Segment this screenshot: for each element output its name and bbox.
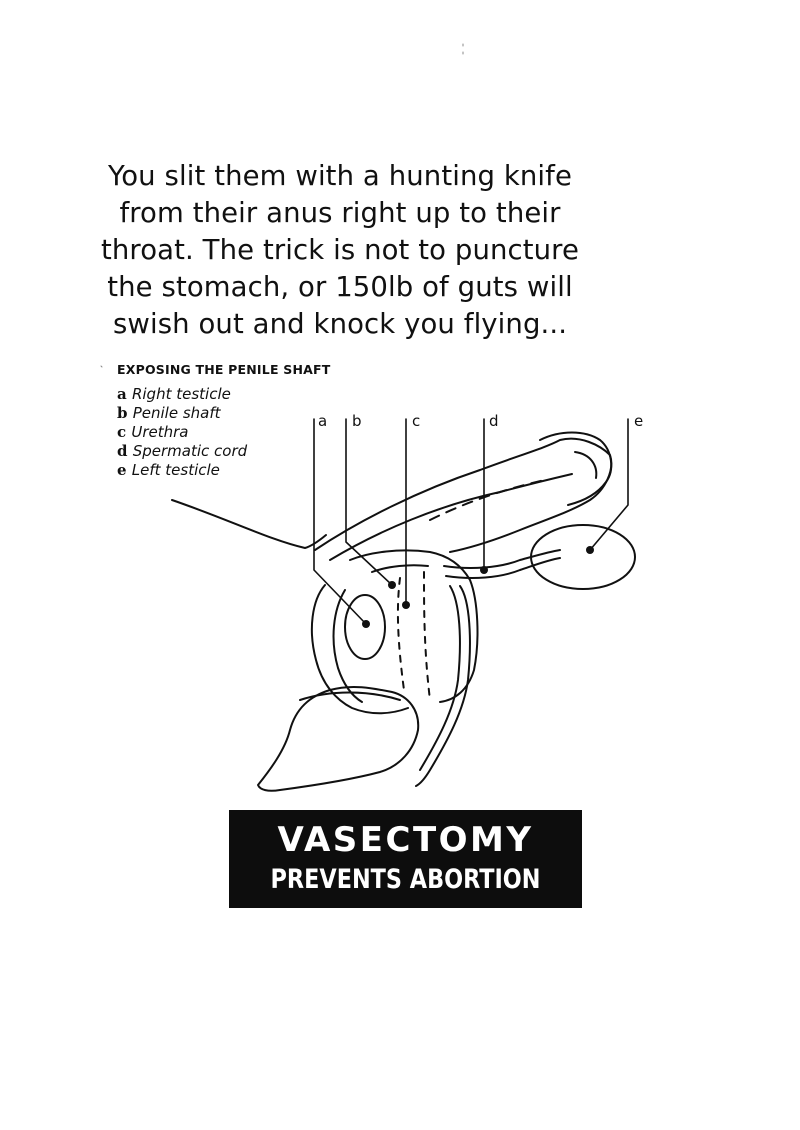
skin-flap-fold	[300, 693, 400, 701]
callout-label-b: b	[352, 412, 362, 430]
callout-line-e	[590, 419, 628, 550]
legend-label: Left testicle	[131, 461, 220, 479]
callout-line-a	[314, 419, 366, 624]
exposed-shaft-inner	[372, 565, 428, 572]
callout-dot-d	[480, 566, 488, 574]
legend-key: c	[117, 423, 132, 441]
legend-label: Urethra	[131, 423, 189, 441]
legend-key: d	[117, 442, 133, 460]
left-testicle	[531, 525, 635, 589]
callout-label-a: a	[318, 412, 328, 430]
callout-dot-c	[402, 601, 410, 609]
diagram-title: EXPOSING THE PENILE SHAFT	[117, 362, 331, 377]
skin-flap	[258, 687, 418, 791]
slogan-banner	[229, 810, 582, 908]
callout-dot-b	[388, 581, 396, 589]
legend-label: Spermatic cord	[132, 442, 248, 460]
shaft-inner-line	[330, 474, 572, 560]
quote-line: from their anus right up to their	[119, 197, 561, 229]
urethra-dashes	[398, 578, 404, 690]
spermatic-cord	[420, 586, 460, 770]
legend-pointer-line	[172, 500, 326, 548]
scan-specks	[101, 44, 463, 367]
urethra-dashes	[424, 572, 430, 700]
quote-line: swish out and knock you flying...	[112, 308, 568, 340]
quote-line: throat. The trick is not to puncture	[101, 234, 579, 266]
callout-label-d: d	[489, 412, 499, 430]
callout-line-b	[346, 419, 392, 585]
callout-dot-a	[362, 620, 370, 628]
callout-label-c: c	[412, 412, 421, 430]
legend-key: b	[117, 404, 133, 422]
legend-key: e	[117, 461, 132, 479]
slogan-line-1: VASECTOMY	[277, 820, 534, 860]
spermatic-cord	[444, 550, 560, 568]
legend-key: a	[117, 385, 132, 403]
callout-label-e: e	[634, 412, 644, 430]
quote-line: You slit them with a hunting knife	[108, 160, 572, 192]
sac-inner-line	[334, 590, 362, 702]
legend-label: Penile shaft	[132, 404, 221, 422]
callout-dot-e	[586, 546, 594, 554]
shaft-dash-line	[430, 480, 545, 520]
shaft-outline	[315, 439, 611, 552]
slogan-line-2: PREVENTS ABORTION	[270, 864, 541, 895]
legend-label: Right testicle	[131, 385, 231, 403]
quote-line: the stomach, or 150lb of guts will	[107, 271, 573, 303]
